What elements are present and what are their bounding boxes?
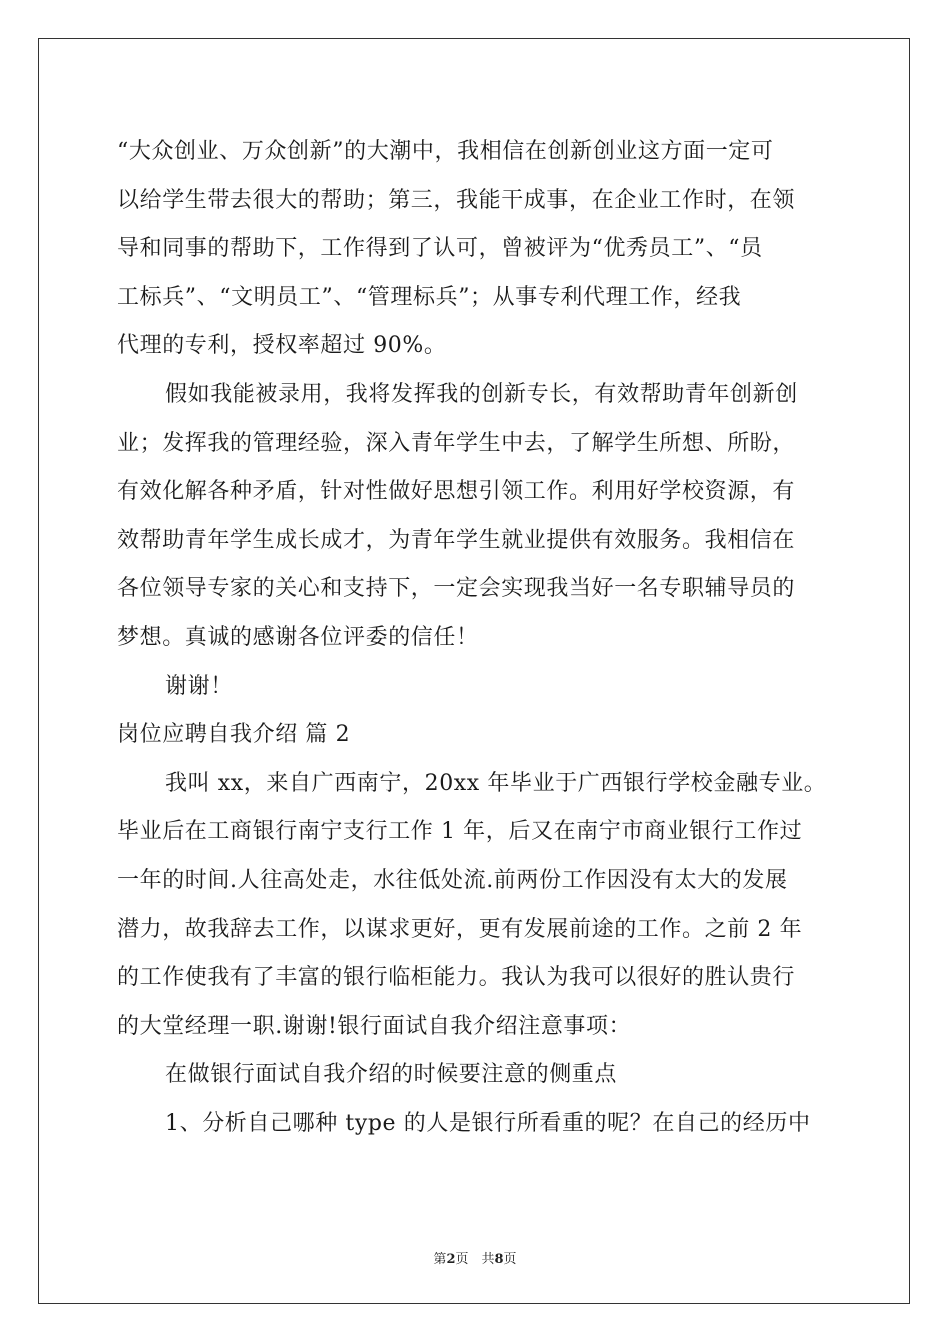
text-line: 导和同事的帮助下，工作得到了认可，曾被评为“优秀员工”、“员 (117, 236, 763, 262)
text-line: 代理的专利，授权率超过 90%。 (117, 333, 447, 359)
footer-middle: 页 共 (455, 1252, 495, 1267)
section-heading (117, 711, 842, 760)
text-line: 效帮助青年学生成长成才，为青年学生就业提供有效服务。我相信在 (117, 527, 796, 553)
text-line: 在做银行面试自我介绍的时候要注意的侧重点 (165, 1062, 618, 1088)
text-line: 的大堂经理一职.谢谢!银行面试自我介绍注意事项： (117, 1013, 632, 1039)
paragraph (117, 1051, 842, 1100)
text-line: 岗位应聘自我介绍 篇 2 (117, 722, 351, 748)
text-line: “大众创业、万众创新”的大潮中，我相信在创新创业这方面一定可 (117, 139, 774, 164)
text-line: 以给学生带去很大的帮助；第三，我能干成事，在企业工作时，在领 (117, 187, 796, 213)
paragraph (117, 1100, 842, 1149)
paragraph (117, 128, 842, 371)
text-line: 梦想。真诚的感谢各位评委的信任！ (117, 624, 479, 650)
current-page-number: 2 (446, 1252, 456, 1267)
text-line: 假如我能被录用，我将发挥我的创新专长，有效帮助青年创新创 (165, 381, 798, 407)
text-line: 的工作使我有了丰富的银行临柜能力。我认为我可以很好的胜认贵行 (117, 965, 796, 991)
text-line: 毕业后在工商银行南宁支行工作 1 年，后又在南宁市商业银行工作过 (117, 819, 803, 845)
footer-prefix: 第 (433, 1252, 447, 1267)
text-line: 潜力，故我辞去工作，以谋求更好，更有发展前途的工作。之前 2 年 (117, 916, 803, 942)
text-line: 有效化解各种矛盾，针对性做好思想引领工作。利用好学校资源，有 (117, 479, 796, 505)
text-line: 一年的时间.人往高处走，水往低处流.前两份工作因没有太大的发展 (117, 867, 788, 893)
text-line: 各位领导专家的关心和支持下，一定会实现我当好一名专职辅导员的 (117, 576, 796, 602)
paragraph (117, 371, 842, 663)
document-body (117, 128, 842, 1148)
total-pages-number: 8 (494, 1252, 504, 1267)
paragraph (117, 760, 842, 1052)
text-line: 我叫 xx，来自广西南宁，20xx 年毕业于广西银行学校金融专业。 (165, 770, 827, 796)
paragraph (117, 663, 842, 712)
text-line: 谢谢！ (165, 673, 233, 699)
text-line: 工标兵”、“文明员工”、“管理标兵”；从事专利代理工作，经我 (117, 284, 742, 310)
text-line: 1、分析自己哪种 type 的人是银行所看重的呢？在自己的经历中 (165, 1110, 811, 1136)
footer-suffix: 页 (503, 1252, 517, 1267)
page-footer (0, 1248, 950, 1267)
text-line: 业；发挥我的管理经验，深入青年学生中去，了解学生所想、所盼， (117, 430, 796, 456)
